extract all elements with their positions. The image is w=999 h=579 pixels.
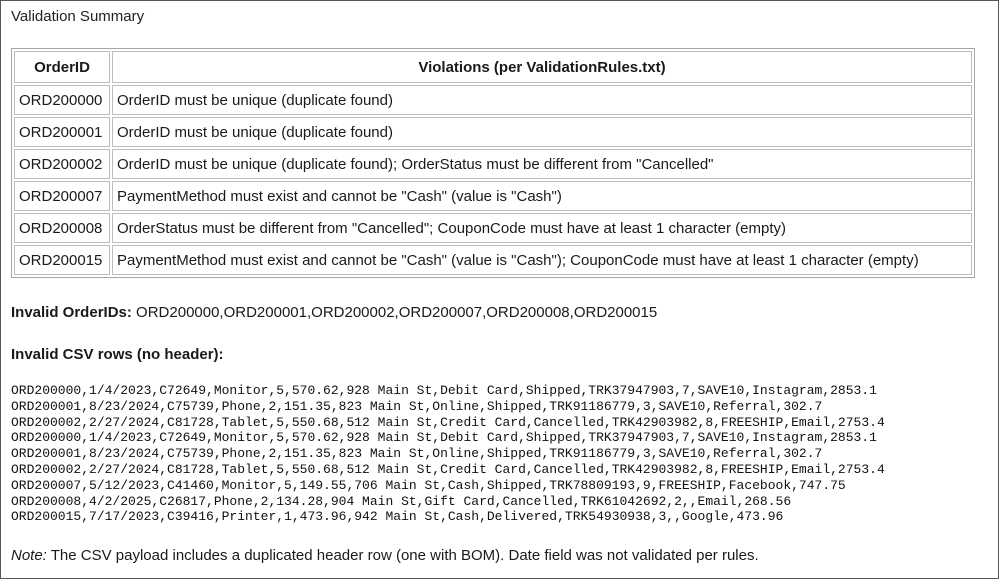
invalid-csv-heading: Invalid CSV rows (no header): [11, 346, 224, 363]
invalid-orderids-value: ORD200000,ORD200001,ORD200002,ORD200007,ORD200008,ORD200015 [136, 304, 658, 321]
csv-row: ORD200015,7/17/2023,C39416,Printer,1,473.96,942 Main St,Cash,Delivered,TRK54930938,3,,Google,473.96 [11, 509, 784, 525]
violations-table [11, 48, 975, 278]
csv-row: ORD200002,2/27/2024,C81728,Tablet,5,550.68,512 Main St,Credit Card,Cancelled,TRK42903982,8,FREESHIP,Email,2753.4 [11, 414, 885, 430]
note-text: The CSV payload includes a duplicated header row (one with BOM). Date field was not validated per rules. [46, 547, 759, 564]
csv-row: ORD200000,1/4/2023,C72649,Monitor,5,570.62,928 Main St,Debit Card,Shipped,TRK37947903,7,SAVE10,Instagram,2853.1 [11, 383, 877, 398]
note-line [11, 547, 759, 564]
page-title: Validation Summary [11, 8, 145, 25]
violations-cell: OrderStatus must be different from "Cancelled"; CouponCode must have at least 1 character (empty) [112, 213, 972, 243]
violations-cell: PaymentMethod must exist and cannot be "Cash" (value is "Cash"); CouponCode must have at least 1 character (empty) [112, 245, 972, 275]
csv-row: ORD200001,8/23/2024,C75739,Phone,2,151.35,823 Main St,Online,Shipped,TRK91186779,3,SAVE10,Referral,302.7 [11, 398, 823, 414]
order-id-cell: ORD200000 [14, 85, 110, 115]
table-row [14, 149, 972, 179]
csv-row: ORD200002,2/27/2024,C81728,Tablet,5,550.68,512 Main St,Credit Card,Cancelled,TRK42903982,8,FREESHIP,Email,2753.4 [11, 461, 885, 477]
invalid-orderids-label: Invalid OrderIDs: [11, 304, 132, 321]
violations-cell: OrderID must be unique (duplicate found) [112, 117, 972, 147]
violations-cell: OrderID must be unique (duplicate found) [112, 85, 972, 115]
table-row [14, 213, 972, 243]
table-row [14, 85, 972, 115]
csv-row: ORD200007,5/12/2023,C41460,Monitor,5,149.55,706 Main St,Cash,Shipped,TRK78809193,9,FREESHIP,Facebook,747.75 [11, 477, 846, 493]
violations-cell: PaymentMethod must exist and cannot be "Cash" (value is "Cash") [112, 181, 972, 211]
table-row [14, 181, 972, 211]
column-header-violations: Violations (per ValidationRules.txt) [112, 51, 972, 83]
invalid-orderids-line [11, 304, 657, 321]
table-row [14, 245, 972, 275]
csv-row: ORD200000,1/4/2023,C72649,Monitor,5,570.62,928 Main St,Debit Card,Shipped,TRK37947903,7,SAVE10,Instagram,2853.1 [11, 430, 877, 446]
order-id-cell: ORD200015 [14, 245, 110, 275]
order-id-cell: ORD200007 [14, 181, 110, 211]
order-id-cell: ORD200001 [14, 117, 110, 147]
violations-cell: OrderID must be unique (duplicate found); OrderStatus must be different from "Cancelled" [112, 149, 972, 179]
order-id-cell: ORD200002 [14, 149, 110, 179]
note-label: Note: [11, 547, 47, 564]
order-id-cell: ORD200008 [14, 213, 110, 243]
column-header-orderid: OrderID [14, 51, 110, 83]
table-header-row [14, 51, 972, 83]
csv-row: ORD200001,8/23/2024,C75739,Phone,2,151.35,823 Main St,Online,Shipped,TRK91186779,3,SAVE10,Referral,302.7 [11, 446, 823, 462]
csv-rows-block [11, 383, 885, 525]
csv-row: ORD200008,4/2/2025,C26817,Phone,2,134.28,904 Main St,Gift Card,Cancelled,TRK61042692,2,,Email,268.56 [11, 493, 792, 509]
table-row [14, 117, 972, 147]
